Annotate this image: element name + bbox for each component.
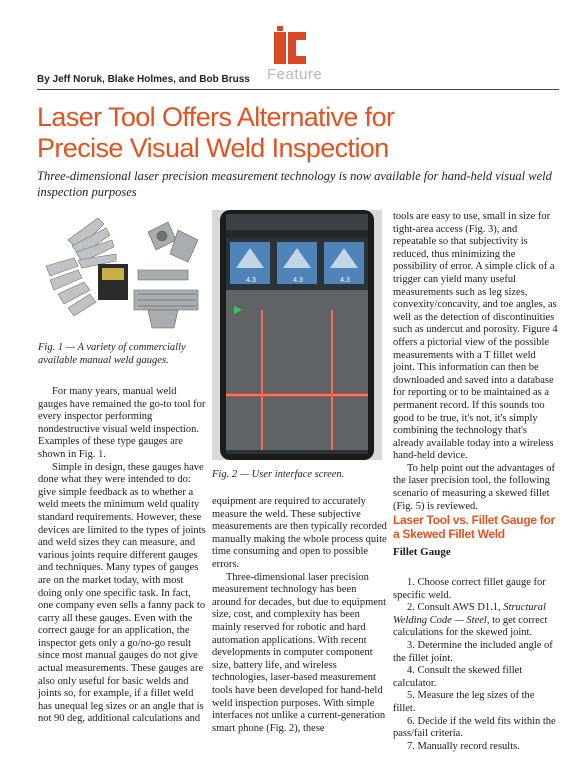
- list-item: 7. Manually record results.: [407, 740, 520, 752]
- list-item: 5. Measure the leg sizes of the fillet.: [393, 690, 535, 714]
- figure-2-user-interface-image: [212, 210, 382, 460]
- list-item: 1. Choose correct fillet gauge for specific weld.: [393, 577, 546, 601]
- section-heading: Laser Tool vs. Fillet Gauge for a Skewed Fillet Weld: [393, 513, 555, 541]
- list-item: 3. Determine the included angle of the fillet joint.: [393, 639, 553, 664]
- list-item: 6. Decide if the weld fits within the pass/fail criteria.: [393, 715, 556, 740]
- byline: By Jeff Noruk, Blake Holmes, and Bob Bruss: [37, 74, 250, 85]
- body-column-2: [212, 496, 388, 735]
- fig2-tab-value-1: 4.3: [246, 277, 256, 284]
- body-column-1: [38, 386, 206, 726]
- body-column-3: [393, 211, 559, 513]
- paragraph: Simple in design, these gauges have done what they were intended to do: give simple feedback as to whether a weld meets the minimum weld quality standard requirements. However, these devices are limited to the types of joints and weld sizes they can measure, and various joints require different gauges and techniques. Many types of gauges are on the market today, with most doing only one specific task. In fact, one company even sells a fanny pack to carry all these gauges. Even with the correct gauge for an application, the inspector gets only a go/no-go result since most manual gauges do not give actual measurements. These gauges are also only useful for basic welds and joints so, for example, if a fillet weld has unequal leg sizes or an angle that is not 90 deg, additional calculations and: [38, 461, 206, 725]
- title-line-1: Laser Tool Offers Alternative for: [37, 102, 395, 132]
- paragraph: tools are easy to use, small in size for tight-area access (Fig. 3), and repeatable so that subjectivity is reduced, thus minimizing the possibility of error. A simple click of a trigger can yield many useful measurements such as leg sizes, convexity/concavity, and toe angles, as well as the detection of discontinuities such as undercut and porosity. Figure 4 offers a pictorial view of the possible measurements with a T fillet weld joint. This information can then be downloaded and saved into a database for reporting or to be maintained as a permanent record. If this sounds too good to be true, it's not, it's simply combining the technology that's already available today into a wireless hand-held device.: [393, 211, 558, 462]
- header-rule: [37, 89, 559, 90]
- figure-1-weld-gauges-image: [38, 210, 203, 335]
- section-label: Feature: [267, 66, 323, 83]
- paragraph: equipment are required to accurately measure the weld. These subjective measurements are then typically recorded manually making the whole process quite time consuming and open to possible errors.: [212, 496, 387, 570]
- paragraph: Three-dimensional laser precision measurement technology has been around for decades, but due to equipment size, cost, and complexity has been mainly reserved for robotic and hard automation applications. With recent developments in computer component size, battery life, and wireless technologies, laser-based measurement tools have been developed for hand-held weld inspection purposes. With simple interfaces not unlike a current-generation smart phone (Fig. 2), these: [212, 571, 387, 734]
- magazine-logo: [270, 24, 310, 68]
- paragraph: To help point out the advantages of the laser precision tool, the following scenario of measuring a skewed fillet (Fig. 5) is reviewed.: [393, 462, 555, 512]
- paragraph: For many years, manual weld gauges have remained the go-to tool for every inspector performing nondestructive visual weld inspection. Examples of these type gauges are shown in Fig. 1.: [38, 386, 206, 460]
- fig2-tab-value-3: 4.3: [340, 277, 350, 284]
- list-item: 4. Consult the skewed fillet calculator.: [393, 665, 523, 689]
- step-2-tail: , to get correct calculations for the skewed joint.: [393, 614, 548, 639]
- step-2-lead: 2. Consult AWS D1.1,: [407, 602, 504, 614]
- figure-1-caption: Fig. 1 — A variety of commercially available manual weld gauges.: [38, 342, 186, 366]
- list-item: [393, 602, 559, 640]
- steps-list: [393, 577, 559, 753]
- article-title: [37, 102, 557, 164]
- article-deck: Three-dimensional laser precision measurement technology is now available for hand-held visual weld inspection purposes: [37, 169, 552, 199]
- step-2-code-title: Structural Welding Code — Steel: [393, 602, 546, 626]
- fig2-tab-value-2: 4.3: [293, 277, 303, 284]
- title-line-2: Precise Visual Weld Inspection: [37, 133, 389, 163]
- subsection-heading: Fillet Gauge: [393, 546, 451, 558]
- figure-2-caption: Fig. 2 — User interface screen.: [212, 469, 345, 480]
